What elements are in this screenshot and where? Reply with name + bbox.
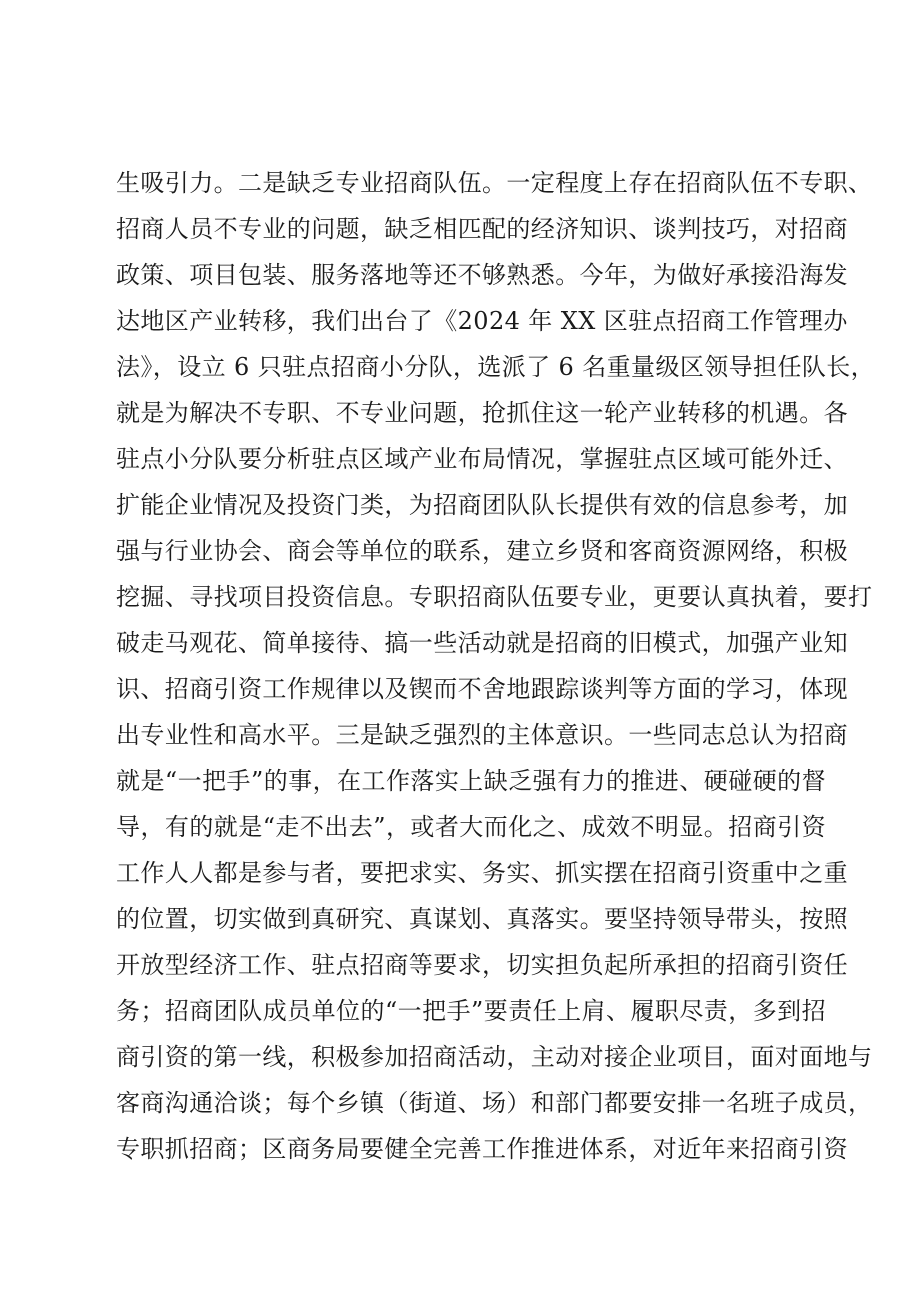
text-line: 挖掘、寻找项目投资信息。专职招商队伍要专业，更要认真执着，要打 xyxy=(116,583,873,611)
text-line: 的位置，切实做到真研究、真谋划、真落实。要坚持领导带头，按照 xyxy=(116,905,848,933)
body-text xyxy=(116,160,876,1172)
text-line: 导，有的就是“走不出去”，或者大而化之、成效不明显。招商引资 xyxy=(116,813,826,841)
text-line: 法》，设立 6 只驻点招商小分队，选派了 6 名重量级区领导担任队长， xyxy=(116,353,876,381)
text-line: 商引资的第一线，积极参加招商活动，主动对接企业项目，面对面地与 xyxy=(116,1043,873,1071)
text-line: 政策、项目包装、服务落地等还不够熟悉。今年，为做好承接沿海发 xyxy=(116,261,848,289)
text-line: 强与行业协会、商会等单位的联系，建立乡贤和客商资源网络，积极 xyxy=(116,537,848,565)
text-line: 就是“一把手”的事，在工作落实上缺乏强有力的推进、硬碰硬的督 xyxy=(116,767,826,795)
text-line: 出专业性和高水平。三是缺乏强烈的主体意识。一些同志总认为招商 xyxy=(116,721,848,749)
text-line: 就是为解决不专职、不专业问题，抢抓住这一轮产业转移的机遇。各 xyxy=(116,399,848,427)
text-line: 务；招商团队成员单位的“一把手”要责任上肩、履职尽责，多到招 xyxy=(116,997,826,1025)
text-line: 专职抓招商；区商务局要健全完善工作推进体系，对近年来招商引资 xyxy=(116,1135,848,1163)
text-line: 达地区产业转移，我们出台了《2024 年 XX 区驻点招商工作管理办 xyxy=(116,307,848,335)
text-line: 扩能企业情况及投资门类，为招商团队队长提供有效的信息参考，加 xyxy=(116,491,848,519)
text-line: 识、招商引资工作规律以及锲而不舍地跟踪谈判等方面的学习，体现 xyxy=(116,675,848,703)
text-line: 工作人人都是参与者，要把求实、务实、抓实摆在招商引资重中之重 xyxy=(116,859,848,887)
text-line: 驻点小分队要分析驻点区域产业布局情况，掌握驻点区域可能外迁、 xyxy=(116,445,848,473)
text-line: 生吸引力。二是缺乏专业招商队伍。一定程度上存在招商队伍不专职、 xyxy=(116,169,873,197)
text-line: 开放型经济工作、驻点招商等要求，切实担负起所承担的招商引资任 xyxy=(116,951,848,979)
text-line: 招商人员不专业的问题，缺乏相匹配的经济知识、谈判技巧，对招商 xyxy=(116,215,848,243)
text-line: 客商沟通洽谈；每个乡镇（街道、场）和部门都要安排一名班子成员， xyxy=(116,1089,873,1117)
text-line: 破走马观花、简单接待、搞一些活动就是招商的旧模式，加强产业知 xyxy=(116,629,848,657)
